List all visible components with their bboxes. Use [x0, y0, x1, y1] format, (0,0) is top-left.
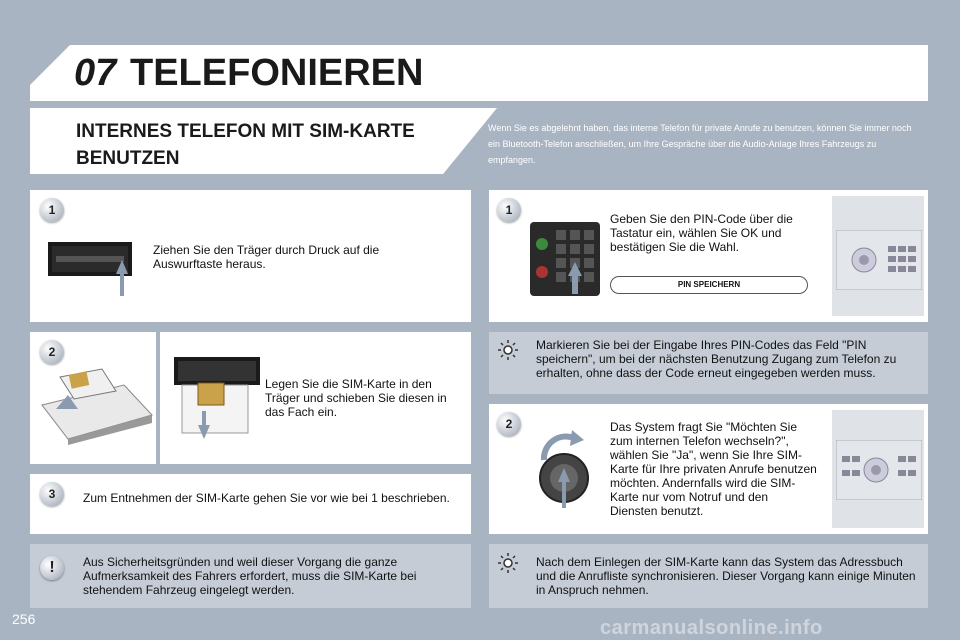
step-badge: 2 [40, 340, 64, 364]
watermark: carmanualsonline.info [600, 617, 823, 639]
chapter-number: 07 [74, 52, 117, 94]
pin-save-button[interactable]: PIN SPEICHERN [610, 276, 808, 294]
tip2-text: Nach dem Einlegen der SIM-Karte kann das System das Adressbuch und die Anrufliste synchronisieren. Dieser Vorgang kann einige Minuten in Anspruch nehmen. [536, 555, 916, 597]
radio-unit-illustration [836, 230, 922, 290]
intro-text: Wenn Sie es abgelehnt haben, das interne Telefon für private Anrufe zu benutzen, können Sie immer noch ein Bluetooth-Telefon anschließen, um Ihre Gespräche über die Audio-Anlage Ihres Fahrzeugs zu empfangen. [488, 123, 912, 165]
left-step1-text: Ziehen Sie den Träger durch Druck auf die Auswurftaste heraus. [153, 243, 380, 271]
left-step3-text: Zum Entnehmen der SIM-Karte gehen Sie vor wie bei 1 beschrieben. [83, 491, 450, 505]
step-badge: 1 [497, 198, 521, 222]
right-step2-text: Das System fragt Sie "Möchten Sie zum internen Telefon wechseln?", wählen Sie "Ja", wenn Sie Ihre SIM-Karte für Ihre privaten Anrufe benutzen möchten. Andernfalls wird die SIM-Karte nur vom Notruf und den Diensten benutzt. [610, 420, 817, 518]
radio-unit-illustration [836, 440, 922, 500]
rotary-knob-illustration [534, 428, 596, 510]
step-badge: 1 [40, 198, 64, 222]
step-badge: 3 [40, 482, 64, 506]
chapter-title: TELEFONIEREN [130, 52, 424, 94]
tip1-text: Markieren Sie bei der Eingabe Ihres PIN-Codes das Feld "PIN speichern", um bei der nächsten Benutzung Zugang zum Telefon zu erhalten, ohne dass der Code erneut eingegeben werden muss. [536, 338, 897, 380]
tip-lightbulb-icon [496, 551, 520, 575]
sim-card-tray-illustration [38, 365, 154, 445]
page-number: 256 [12, 611, 36, 627]
right-step1-text: Geben Sie den PIN-Code über die Tastatur ein, wählen Sie OK und bestätigen Sie die Wahl. [610, 212, 793, 254]
sim-card-insert-illustration [172, 355, 262, 439]
left-step2-text: Legen Sie die SIM-Karte in den Träger und schieben Sie diesen in das Fach ein. [265, 377, 447, 419]
section-title: INTERNES TELEFON MIT SIM-KARTE BENUTZEN [76, 121, 415, 169]
tip-lightbulb-icon [496, 338, 520, 362]
step-badge: 2 [497, 412, 521, 436]
warning-text: Aus Sicherheitsgründen und weil dieser Vorgang die ganze Aufmerksamkeit des Fahrers erfordert, muss die SIM-Karte bei stehendem Fahrzeug eingelegt werden. [83, 555, 417, 597]
warning-icon: ! [40, 556, 64, 580]
card-slot-eject-illustration [48, 238, 138, 300]
phone-keypad-illustration [530, 222, 600, 296]
